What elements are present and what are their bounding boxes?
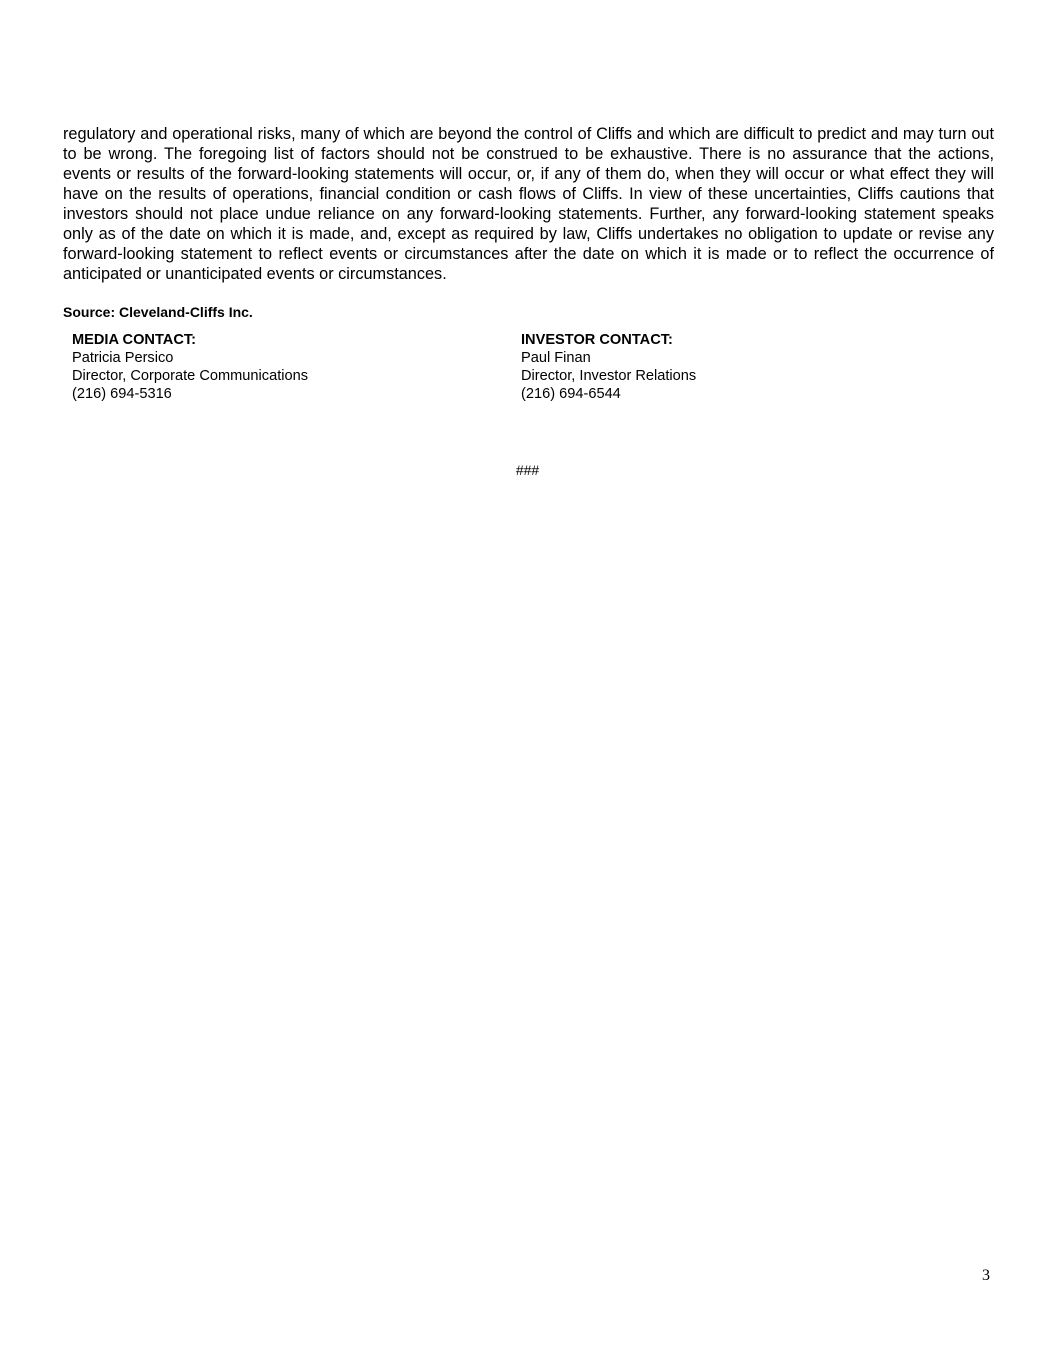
forward-looking-statement-paragraph: regulatory and operational risks, many of which are beyond the control of Cliffs and which are difficult to predict and may turn out to be wrong. The foregoing list of factors should not be construed to be exhaustive. There is no assurance that the actions, events or results of the forward-looking statements will occur, or, if any of them do, when they will occur or what effect they will have on the results of operations, financial condition or cash flows of Cliffs. In view of these uncertainties, Cliffs cautions that investors should not place undue reliance on any forward-looking statements. Further, any forward-looking statement speaks only as of the date on which it is made, and, except as required by law, Cliffs undertakes no obligation to update or revise any forward-looking statement to reflect events or circumstances after the date on which it is made or to reflect the occurrence of anticipated or unanticipated events or circumstances.	[63, 125, 994, 283]
investor-contact-heading: INVESTOR CONTACT:	[521, 332, 673, 348]
page-number: 3	[982, 1267, 990, 1284]
investor-contact-phone: (216) 694-6544	[521, 386, 621, 402]
source-line: Source: Cleveland-Cliffs Inc.	[63, 304, 253, 320]
media-contact-phone: (216) 694-5316	[72, 386, 172, 402]
investor-contact-title: Director, Investor Relations	[521, 368, 697, 384]
media-contact-name: Patricia Persico	[72, 350, 174, 366]
media-contact-block	[72, 331, 308, 403]
media-contact-heading: MEDIA CONTACT:	[72, 332, 197, 348]
investor-contact-block	[521, 331, 696, 403]
investor-contact-name: Paul Finan	[521, 350, 591, 366]
end-of-release-mark: ###	[515, 462, 540, 478]
media-contact-title: Director, Corporate Communications	[72, 368, 309, 384]
